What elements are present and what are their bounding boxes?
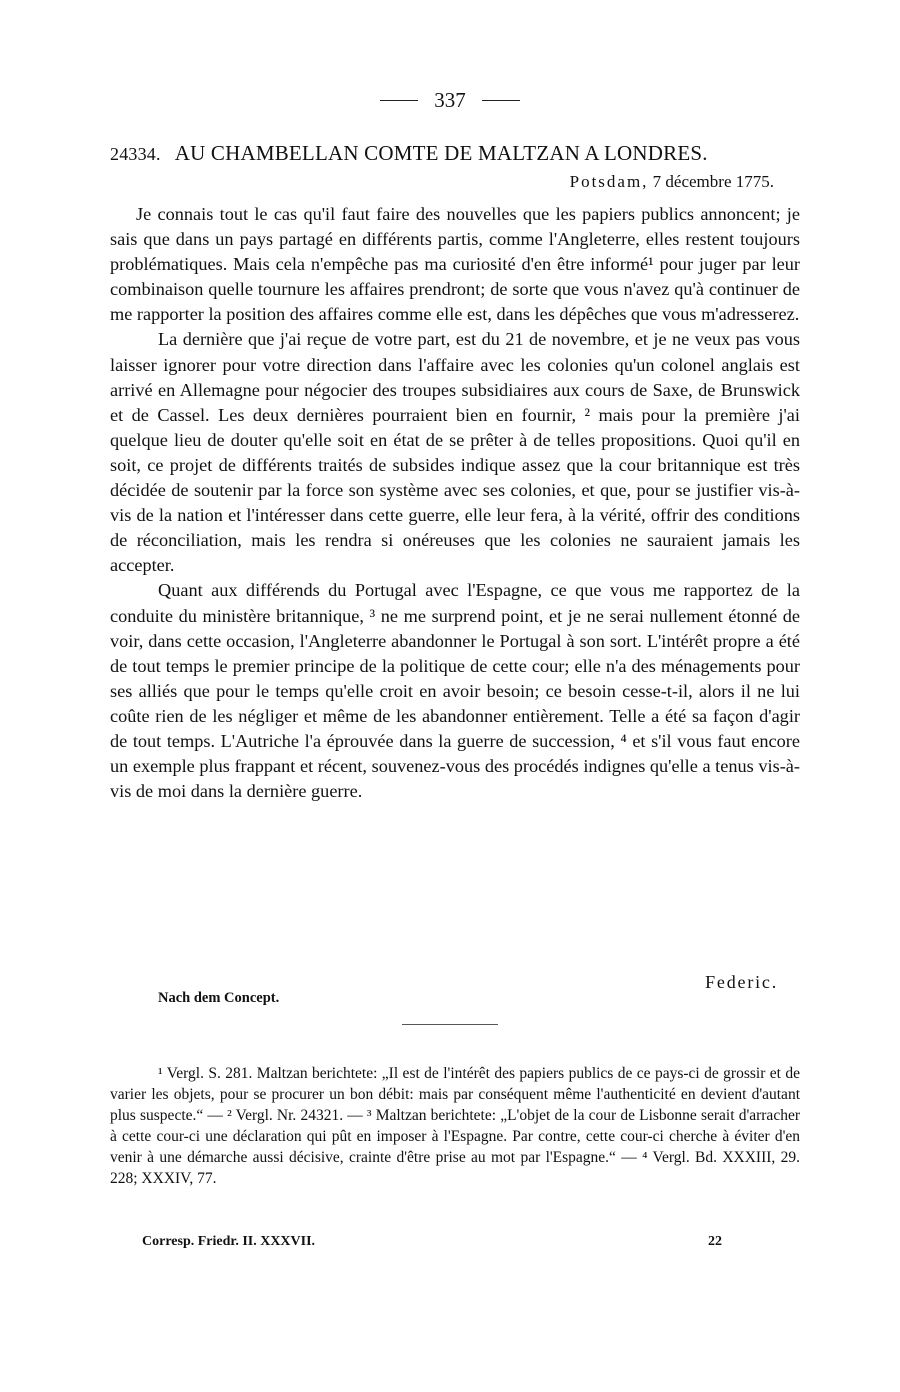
page-number: 337: [434, 88, 466, 112]
footnote-divider: [402, 1024, 498, 1025]
signature-mark: 22: [708, 1234, 722, 1249]
source-note: Nach dem Concept.: [158, 990, 280, 1006]
paragraph: Quant aux différends du Portugal avec l'Espagne, ce que vous me rapportez de la conduite du ministère britannique, ³ ne me surprend point, et je ne serai nullement étonné de voir, dans cette occasion, l'Angleterre abandonner le Portugal à son sort. L'intérêt propre a été de tout temps le premier principe de la politique de cette cour; elle n'a des ménagements pour ses alliés que pour le temps qu'elle croit en avoir besoin; ce besoin cesse-t-il, alors il ne lui coûte rien de les négliger et même de les abandonner entièrement. Telle a été sa façon d'agir de tout temps. L'Autriche l'a éprouvée dans la guerre de succession, ⁴ et s'il vous faut encore un exemple plus frappant et récent, souvenez-vous des procédés indignes qu'elle a tenus vis-à-vis de moi dans la dernière guerre.: [110, 580, 800, 802]
header-dash-left: [380, 100, 418, 101]
letter-date: 7 décembre 1775.: [652, 172, 774, 191]
paragraph: La dernière que j'ai reçue de votre part, est du 21 de novembre, et je ne veux pas vous laisser ignorer pour votre direction dans l'affaire avec les colonies qu'un colonel anglais est arrivé en Allemagne pour négocier des troupes subsidiaires aux cours de Saxe, de Brunswick et de Cassel. Les deux dernières pourraient bien en fournir, ² mais pour la première j'ai quelque lieu de douter qu'elle soit en état de se prêter à de telles propositions. Quoi qu'il en soit, ce projet de différents traités de subsides indique assez que la cour britannique est très décidée de soutenir par la force son système avec ses colonies, et que, pour se justifier vis-à-vis de la nation et l'intéresser dans cette guerre, elle leur fera, à la vérité, offrir des conditions de réconciliation, mais les rendra si onéreuses que les colonies ne sauraient jamais les accepter.: [110, 329, 800, 576]
footnotes: [110, 1063, 800, 1189]
letter-place: Potsdam,: [569, 172, 649, 191]
page-footer: [142, 1234, 722, 1250]
place-date: [570, 172, 774, 192]
signature: Federic.: [705, 972, 778, 992]
header-dash-right: [482, 100, 520, 101]
letter-heading: [110, 141, 800, 166]
letter-number: 24334.: [110, 144, 161, 164]
letter-title: AU CHAMBELLAN COMTE DE MALTZAN A LONDRES.: [174, 141, 708, 165]
footer-source: Corresp. Friedr. II. XXXVII.: [142, 1234, 316, 1249]
footnote-text: ¹ Vergl. S. 281. Maltzan berichtete: „Il est de l'intérêt des papiers publics de ce pays-ci de grossir et de varier les objets, pour se procurer un bon débit: mais par conséquent même l'authenticité en devient d'autant plus suspecte.“ — ² Vergl. Nr. 24321. — ³ Maltzan berichtete: „L'objet de la cour de Lisbonne serait d'arracher à cette cour-ci une déclaration qui pût en imposer à l'Espagne. Par contre, cette cour-ci cherche à éviter d'en venir à une démarche aussi décisive, crainte d'être prise au mot par l'Espagne.“ — ⁴ Vergl. Bd. XXXIII, 29. 228; XXXIV, 77.: [110, 1065, 800, 1187]
page-header: [0, 88, 900, 113]
letter-body: [110, 202, 800, 804]
paragraph: Je connais tout le cas qu'il faut faire des nouvelles que les papiers publics annoncent; je sais que dans un pays partagé en différents partis, comme l'Angleterre, elles restent toujours problématiques. Mais cela n'empêche pas ma curiosité d'en être informé¹ pour juger par leur combinaison quelle tournure les affaires prendront; de sorte que vous n'avez qu'à continuer de me rapporter la position des affaires comme elle est, dans les dépêches que vous m'adresserez.: [110, 204, 800, 325]
